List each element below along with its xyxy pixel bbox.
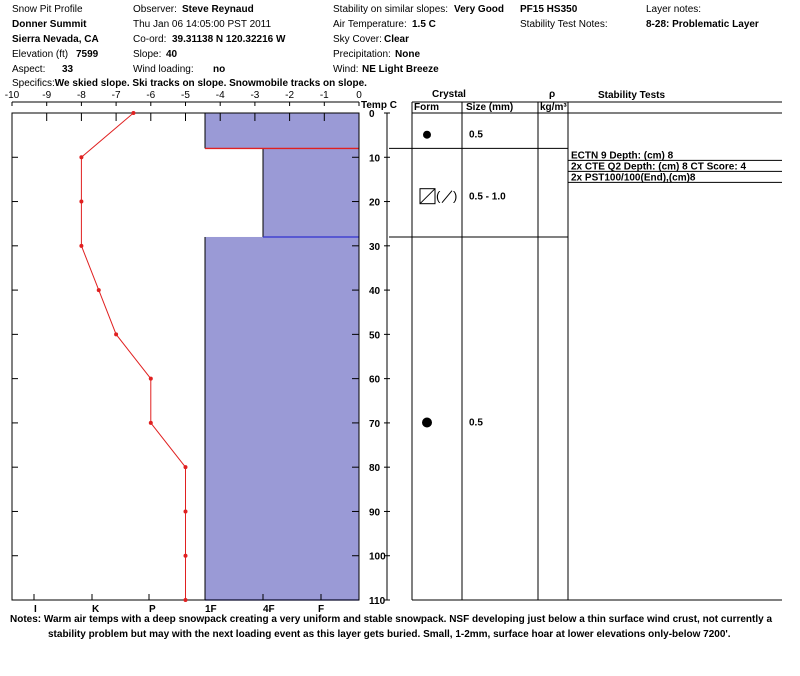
facet-icon-diagonal	[420, 189, 435, 204]
wind-loading-value: no	[213, 64, 226, 75]
coord-label: Co-ord:	[133, 34, 167, 45]
crystal-size: 0.5	[469, 417, 483, 429]
hardness-layer-0	[205, 113, 359, 148]
air-temp-value: 1.5 C	[412, 19, 436, 30]
temp-tick-label: -4	[215, 90, 225, 101]
elevation-label: Elevation (ft)	[12, 49, 69, 60]
temp-tick-label: 0	[356, 90, 362, 101]
density-header: kg/m³	[540, 102, 567, 113]
temp-axis-label: Temp C	[361, 100, 397, 111]
depth-tick-label: 110	[369, 596, 386, 607]
sky-value: Clear	[384, 34, 410, 45]
depth-tick-label: 80	[369, 463, 381, 475]
temp-point	[184, 509, 188, 513]
temp-point	[114, 332, 118, 336]
hardness-tick-label: 4F	[263, 604, 275, 612]
layer-notes-label: Layer notes:	[646, 4, 702, 15]
facet-icon-paren: (	[436, 188, 441, 204]
form-header: Form	[414, 102, 439, 113]
temp-point	[97, 288, 101, 292]
dot-icon	[422, 417, 432, 427]
crystal-size: 0.5	[469, 129, 483, 141]
crystal-table	[389, 89, 782, 600]
notes-line-2: stability problem but may with the next loading event as this layer gets buried. Small, 1-2mm, surface hoar at lower elevations only-below 7200'.	[48, 629, 731, 640]
stability-test-entry: ECTN 9 Depth: (cm) 8	[571, 150, 674, 162]
layer-note: 8-28: Problematic Layer	[646, 19, 759, 30]
depth-tick-label: 100	[369, 551, 386, 563]
stability-value: Very Good	[454, 4, 505, 15]
facet-icon-slash	[442, 191, 452, 203]
wind-label: Wind:	[333, 64, 359, 75]
depth-tick-label: 90	[369, 507, 381, 519]
stability-label: Stability on similar slopes:	[333, 4, 449, 15]
pf-value: PF15 HS350	[520, 4, 578, 15]
depth-tick-label: 30	[369, 241, 381, 253]
profile-title: Snow Pit Profile	[12, 4, 83, 15]
temp-tick-label: -6	[146, 90, 156, 101]
temp-point	[184, 554, 188, 558]
slope-value: 40	[166, 49, 178, 60]
depth-tick-label: 10	[369, 153, 381, 165]
facet-icon-paren: )	[453, 188, 458, 204]
specifics-label: Specifics:	[12, 78, 55, 89]
temp-tick-label: -5	[181, 90, 190, 101]
depth-tick-label: 70	[369, 418, 381, 430]
size-header: Size (mm)	[466, 102, 514, 113]
temp-point	[184, 598, 188, 602]
notes-line-1: Warm air temps with a deep snowpack creating a very uniform and stable snowpack. NSF developing just below a thin surface wind crust, not currently a	[43, 614, 773, 625]
depth-tick-label: 60	[369, 374, 381, 386]
location: Donner Summit	[12, 19, 87, 30]
datetime: Thu Jan 06 14:05:00 PST 2011	[133, 19, 272, 30]
temp-tick-label: -10	[4, 90, 20, 101]
temp-tick-label: -7	[111, 90, 121, 101]
observer-label: Observer:	[133, 4, 177, 15]
dot-icon	[423, 131, 431, 139]
observer-value: Steve Reynaud	[182, 4, 254, 15]
hardness-layer-1	[263, 148, 359, 237]
slope-label: Slope:	[133, 49, 162, 60]
temp-point	[184, 465, 188, 469]
hardness-layer-2	[205, 237, 359, 600]
temp-tick-label: -3	[250, 90, 260, 101]
depth-tick-label: 20	[369, 197, 381, 209]
hardness-tick-label: F	[317, 604, 325, 612]
temp-profile-line	[81, 113, 185, 600]
temp-point	[149, 377, 153, 381]
notes	[10, 612, 780, 642]
hardness-tick-label: K	[92, 604, 100, 612]
depth-tick-label: 0	[369, 109, 375, 120]
crystal-header: Crystal	[432, 89, 466, 100]
temperature-profile	[79, 111, 187, 602]
depth-tick-label: 50	[369, 330, 381, 342]
precip-value: None	[395, 49, 420, 60]
wind-value: NE Light Breeze	[362, 64, 439, 75]
hardness-tick-label: 1F	[205, 604, 217, 612]
notes-label: Notes:	[10, 614, 42, 625]
stability-test-entry: 2x CTE Q2 Depth: (cm) 8 CT Score: 4	[571, 161, 747, 173]
stability-test-entry: 2x PST100/100(End),(cm)8	[571, 172, 696, 184]
aspect-value: 33	[62, 64, 74, 75]
temp-tick-label: -8	[76, 90, 86, 101]
temp-tick-label: -9	[42, 90, 52, 101]
sky-label: Sky Cover:	[333, 34, 382, 45]
precip-label: Precipitation:	[333, 49, 391, 60]
hardness-tick-label: P	[149, 604, 156, 612]
rho-header: ρ	[549, 89, 556, 100]
elevation-value: 7599	[76, 49, 99, 60]
crystal-size: 0.5 - 1.0	[469, 191, 506, 203]
hardness-layers	[205, 113, 359, 600]
coord-value: 39.31138 N 120.32216 W	[172, 34, 286, 45]
stability-test-notes-label: Stability Test Notes:	[520, 19, 608, 30]
air-temp-label: Air Temperature:	[333, 19, 407, 30]
temp-point	[79, 155, 83, 159]
temp-tick-label: -1	[319, 90, 329, 101]
temp-tick-label: -2	[285, 90, 295, 101]
specifics-value: We skied slope. Ski tracks on slope. Snowmobile tracks on slope.	[54, 78, 367, 89]
temp-point	[149, 421, 153, 425]
temp-point	[79, 244, 83, 248]
aspect-label: Aspect:	[12, 64, 46, 75]
temp-point	[79, 200, 83, 204]
stability-tests-header: Stability Tests	[598, 90, 666, 101]
depth-tick-label: 40	[369, 286, 381, 298]
temp-point	[131, 111, 135, 115]
wind-loading-label: Wind loading:	[133, 64, 194, 75]
region: Sierra Nevada, CA	[12, 34, 99, 45]
hardness-tick-label: I	[34, 604, 37, 612]
